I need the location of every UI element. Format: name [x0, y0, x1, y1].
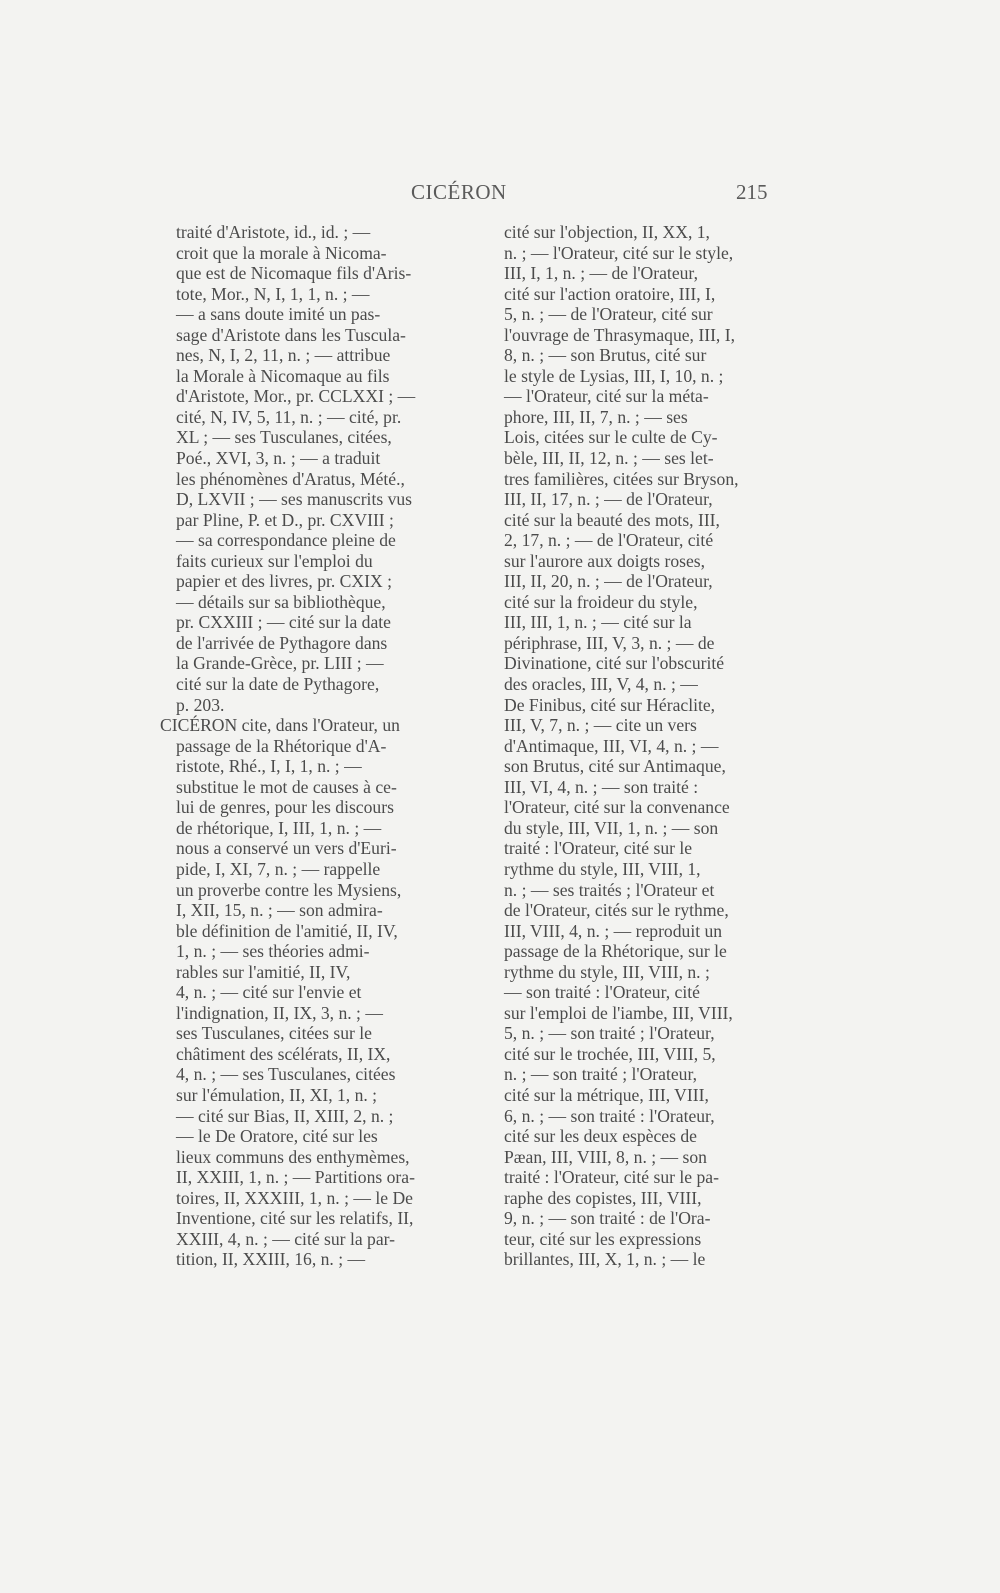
- index-line: que est de Nicomaque fils d'Aris-: [176, 263, 412, 284]
- index-line: cité sur la froideur du style,: [504, 591, 698, 612]
- index-line: sur l'aurore aux doigts roses,: [504, 550, 706, 571]
- index-line: bèle, III, II, 12, n. ; — ses let-: [504, 448, 714, 469]
- index-line: périphrase, III, V, 3, n. ; — de: [504, 632, 715, 653]
- index-line: teur, cité sur les expressions: [504, 1228, 702, 1249]
- index-line: cité sur le trochée, III, VIII, 5,: [504, 1043, 716, 1064]
- index-line: De Finibus, cité sur Héraclite,: [504, 694, 716, 715]
- index-line: sage d'Aristote dans les Tuscula-: [176, 324, 406, 345]
- index-line: n. ; — l'Orateur, cité sur le style,: [504, 242, 734, 263]
- index-line: son Brutus, cité sur Antimaque,: [504, 756, 726, 777]
- index-line: cité sur la beauté des mots, III,: [504, 509, 720, 530]
- index-line: pr. CXXIII ; — cité sur la date: [176, 612, 391, 633]
- index-line: — son traité : l'Orateur, cité: [504, 982, 700, 1003]
- index-line: substitue le mot de causes à ce-: [176, 776, 397, 797]
- index-line: cité sur la date de Pythagore,: [176, 674, 380, 695]
- index-line: XL ; — ses Tusculanes, citées,: [176, 427, 392, 448]
- index-line: Divinatione, cité sur l'obscurité: [504, 653, 725, 674]
- index-line: Lois, citées sur le culte de Cy-: [504, 427, 718, 448]
- index-line: cité sur l'objection, II, XX, 1,: [504, 222, 710, 242]
- index-line: des oracles, III, V, 4, n. ; —: [504, 674, 698, 695]
- index-line: ses Tusculanes, citées sur le: [176, 1023, 372, 1044]
- index-line: III, II, 20, n. ; — de l'Orateur,: [504, 571, 713, 592]
- index-column-left: [160, 222, 454, 1270]
- index-line: châtiment des scélérats, II, IX,: [176, 1043, 391, 1064]
- index-line: rythme du style, III, VIII, n. ;: [504, 961, 710, 982]
- index-line: — détails sur sa bibliothèque,: [176, 591, 386, 612]
- index-line: d'Aristote, Mor., pr. CCLXXI ; —: [176, 386, 416, 407]
- index-line: passage de la Rhétorique d'A-: [176, 735, 387, 756]
- index-line: lieux communs des enthymèmes,: [176, 1146, 410, 1167]
- index-column-right: [504, 222, 780, 1270]
- index-line: de l'arrivée de Pythagore dans: [176, 632, 388, 653]
- index-line: l'ouvrage de Thrasymaque, III, I,: [504, 324, 735, 345]
- index-line: 1, n. ; — ses théories admi-: [176, 941, 370, 962]
- index-line: raphe des copistes, III, VIII,: [504, 1187, 702, 1208]
- index-line: ristote, Rhé., I, I, 1, n. ; —: [176, 756, 362, 777]
- index-line: de l'Orateur, cités sur le rythme,: [504, 900, 729, 921]
- index-line: sur l'émulation, II, XI, 1, n. ;: [176, 1084, 378, 1105]
- index-line: nes, N, I, 2, 11, n. ; — attribue: [176, 345, 391, 366]
- index-line: rythme du style, III, VIII, 1,: [504, 858, 701, 879]
- index-line: 6, n. ; — son traité : l'Orateur,: [504, 1105, 715, 1126]
- index-line: tres familières, citées sur Bryson,: [504, 468, 739, 489]
- index-line: 8, n. ; — son Brutus, cité sur: [504, 345, 707, 366]
- index-line: traité : l'Orateur, cité sur le: [504, 838, 693, 859]
- index-line: la Morale à Nicomaque au fils: [176, 365, 390, 386]
- index-line: papier et des livres, pr. CXIX ;: [176, 571, 392, 592]
- index-line: — l'Orateur, cité sur la méta-: [504, 386, 709, 407]
- index-line: le style de Lysias, III, I, 10, n. ;: [504, 365, 724, 386]
- index-line: III, I, 1, n. ; — de l'Orateur,: [504, 263, 698, 284]
- index-line: — le De Oratore, cité sur les: [176, 1126, 378, 1147]
- page-number: 215: [736, 180, 768, 204]
- index-line: ble définition de l'amitié, II, IV,: [176, 920, 398, 941]
- index-line: sur l'emploi de l'iambe, III, VIII,: [504, 1002, 733, 1023]
- index-line: rables sur l'amitié, II, IV,: [176, 961, 351, 982]
- index-line: — cité sur Bias, II, XIII, 2, n. ;: [176, 1105, 394, 1126]
- index-line: III, III, 1, n. ; — cité sur la: [504, 612, 692, 633]
- index-line: — sa correspondance pleine de: [176, 530, 396, 551]
- index-line: faits curieux sur l'emploi du: [176, 550, 373, 571]
- index-line: d'Antimaque, III, VI, 4, n. ; —: [504, 735, 719, 756]
- index-line: cité, N, IV, 5, 11, n. ; — cité, pr.: [176, 406, 402, 427]
- index-line: 9, n. ; — son traité : de l'Ora-: [504, 1208, 711, 1229]
- index-line: D, LXVII ; — ses manuscrits vus: [176, 489, 413, 510]
- index-line: III, V, 7, n. ; — cite un vers: [504, 715, 697, 736]
- index-line: cité sur les deux espèces de: [504, 1126, 697, 1147]
- running-title: CICÉRON: [411, 180, 507, 204]
- index-line: III, VIII, 4, n. ; — reproduit un: [504, 920, 723, 941]
- index-line: tition, II, XXIII, 16, n. ; —: [176, 1249, 366, 1270]
- index-line: la Grande-Grèce, pr. LIII ; —: [176, 653, 384, 674]
- index-line: III, VI, 4, n. ; — son traité :: [504, 776, 699, 797]
- index-line: de rhétorique, I, III, 1, n. ; —: [176, 817, 382, 838]
- index-line: 4, n. ; — ses Tusculanes, citées: [176, 1064, 396, 1085]
- index-line: par Pline, P. et D., pr. CXVIII ;: [176, 509, 394, 530]
- index-line: p. 203.: [176, 694, 225, 715]
- index-line: croit que la morale à Nicoma-: [176, 242, 387, 263]
- index-line: Inventione, cité sur les relatifs, II,: [176, 1208, 414, 1229]
- index-line: traité d'Aristote, id., id. ; —: [176, 222, 371, 242]
- index-line: 2, 17, n. ; — de l'Orateur, cité: [504, 530, 714, 551]
- index-line: un proverbe contre les Mysiens,: [176, 879, 402, 900]
- index-line: n. ; — son traité ; l'Orateur,: [504, 1064, 698, 1085]
- index-line: XXIII, 4, n. ; — cité sur la par-: [176, 1228, 396, 1249]
- index-line: cité sur l'action oratoire, III, I,: [504, 283, 716, 304]
- page-header: [0, 180, 1000, 210]
- index-line: — a sans doute imité un pas-: [176, 304, 381, 325]
- index-line: CICÉRON cite, dans l'Orateur, un: [160, 715, 400, 736]
- index-line: l'indignation, II, IX, 3, n. ; —: [176, 1002, 383, 1023]
- index-line: Pæan, III, VIII, 8, n. ; — son: [504, 1146, 707, 1167]
- index-line: passage de la Rhétorique, sur le: [504, 941, 727, 962]
- index-line: phore, III, II, 7, n. ; — ses: [504, 406, 688, 427]
- index-line: du style, III, VII, 1, n. ; — son: [504, 817, 719, 838]
- index-line: traité : l'Orateur, cité sur le pa-: [504, 1167, 719, 1188]
- index-line: I, XII, 15, n. ; — son admira-: [176, 900, 383, 921]
- index-line: II, XXIII, 1, n. ; — Partitions ora-: [176, 1167, 415, 1188]
- index-line: pide, I, XI, 7, n. ; — rappelle: [176, 858, 381, 879]
- index-line: lui de genres, pour les discours: [176, 797, 394, 818]
- index-line: Poé., XVI, 3, n. ; — a traduit: [176, 448, 381, 469]
- index-line: III, II, 17, n. ; — de l'Orateur,: [504, 489, 713, 510]
- index-line: 4, n. ; — cité sur l'envie et: [176, 982, 362, 1003]
- index-line: l'Orateur, cité sur la convenance: [504, 797, 730, 818]
- index-line: brillantes, III, X, 1, n. ; — le: [504, 1249, 706, 1270]
- index-line: nous a conservé un vers d'Euri-: [176, 838, 397, 859]
- index-line: toires, II, XXXIII, 1, n. ; — le De: [176, 1187, 413, 1208]
- index-line: 5, n. ; — de l'Orateur, cité sur: [504, 304, 713, 325]
- index-line: 5, n. ; — son traité ; l'Orateur,: [504, 1023, 715, 1044]
- index-line: les phénomènes d'Aratus, Mété.,: [176, 468, 405, 489]
- index-line: n. ; — ses traités ; l'Orateur et: [504, 879, 715, 900]
- index-line: tote, Mor., N, I, 1, 1, n. ; —: [176, 283, 370, 304]
- index-line: cité sur la métrique, III, VIII,: [504, 1084, 709, 1105]
